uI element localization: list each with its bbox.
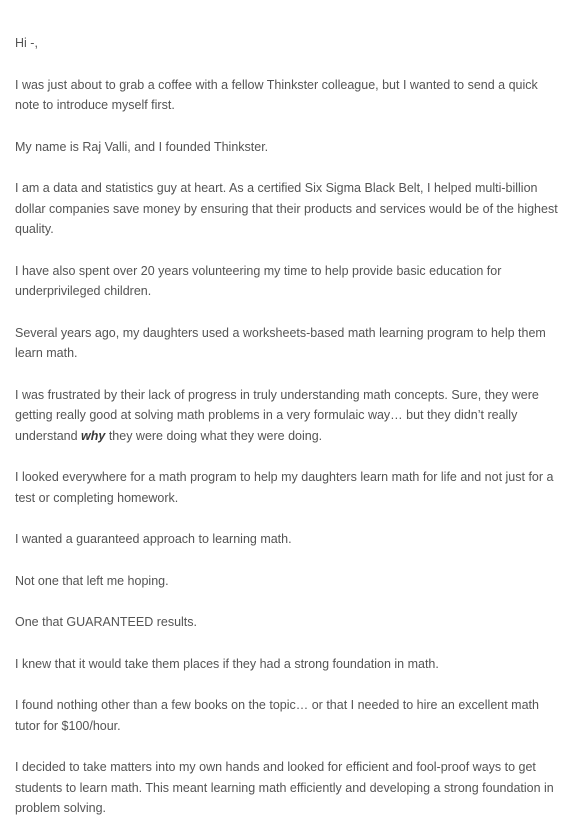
email-paragraph: I am a data and statistics guy at heart. As a certified Six Sigma Black Belt, I helped multi-billion dollar companies save money by ensuring that their products and services would be of the highest quality. — [15, 181, 558, 236]
email-paragraph: I looked everywhere for a math program to help my daughters learn math for life and not just for a test or completing homework. — [15, 470, 554, 505]
email-paragraph: I knew that it would take them places if they had a strong foundation in math. — [15, 656, 439, 671]
frustration-text-after: they were doing what they were doing. — [105, 428, 323, 443]
email-paragraph-frustration — [15, 385, 560, 447]
email-paragraph: My name is Raj Valli, and I founded Thinkster. — [15, 139, 269, 154]
email-paragraph: One that GUARANTEED results. — [15, 615, 198, 629]
email-paragraph: I found nothing other than a few books on the topic… or that I needed to hire an excellent math tutor for $100/hour. — [15, 698, 539, 733]
emphasis-why: why — [81, 428, 106, 443]
email-paragraph: I wanted a guaranteed approach to learning math. — [15, 532, 292, 546]
email-paragraph: Not one that left me hoping. — [15, 573, 169, 588]
frustration-text-before: I was frustrated by their lack of progress in truly understanding math concepts. Sure, they were getting really good at solving math problems in a very formulaic way… but they didn’t really understand — [15, 387, 539, 443]
email-paragraph: I was just about to grab a coffee with a fellow Thinkster colleague, but I wanted to send a quick note to introduce myself first. — [15, 77, 538, 112]
email-paragraph: I have also spent over 20 years volunteering my time to help provide basic education for underprivileged children. — [15, 263, 502, 298]
email-greeting: Hi -, — [15, 36, 38, 50]
email-paragraph: Several years ago, my daughters used a worksheets-based math learning program to help them learn math. — [15, 325, 546, 360]
email-paragraph: I decided to take matters into my own hands and looked for efficient and fool-proof ways to get students to learn math. This meant learning math efficiently and developing a strong foundation in problem solving. — [15, 760, 554, 815]
